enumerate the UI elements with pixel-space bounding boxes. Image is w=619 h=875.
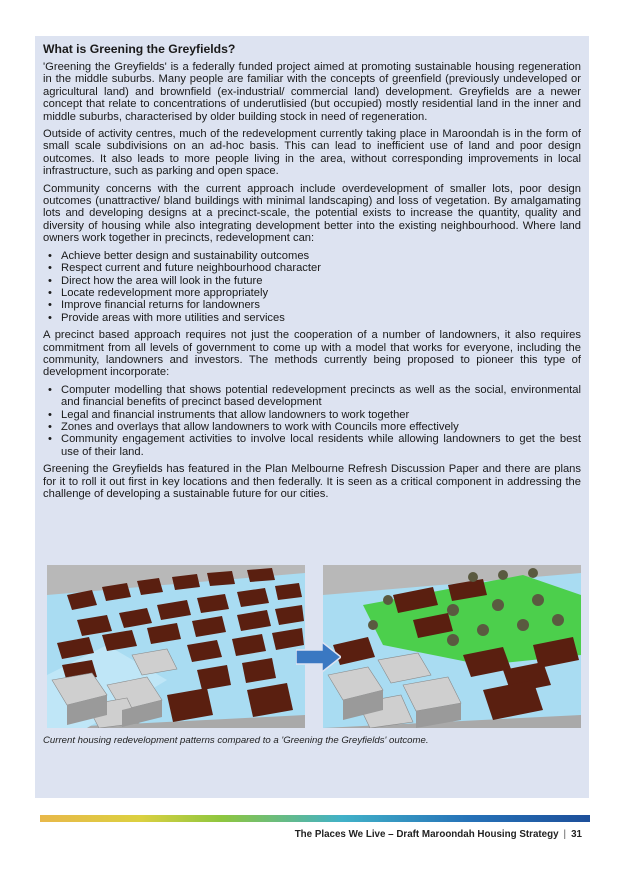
paragraph-activity-centres: Outside of activity centres, much of the redevelopment currently taking place in Maroondah is in the form of small scale subdivisions on an ad-hoc basis. This can lead to inefficient use of land and poor design outcomes. It also leads to more people living in the area, without corresponding improvements in local infrastructure, such as parking and open space. [43, 128, 581, 178]
footer-separator: | [563, 829, 567, 840]
list-item: • Zones and overlays that allow landowners to work with Councils more effectively [43, 421, 581, 433]
arrow-right-icon [296, 642, 341, 672]
list-item: • Direct how the area will look in the future [43, 275, 581, 287]
greening-outcome-image [323, 565, 581, 728]
list-item: • Respect current and future neighbourhood character [43, 262, 581, 274]
page-number: 31 [571, 829, 582, 840]
paragraph-intro: 'Greening the Greyfields' is a federally funded project aimed at promoting sustainable housing regeneration in the middle suburbs. Many people are familiar with the concepts of greenfield (previously undeveloped or agricultural land) and brownfield (ex-industrial/ commercial land) development. Greyfields are a newer concept that relate to concentrations of underutlisied (but occupied) mostly residential land in the inner and middle suburbs, characterised by older building stock in need of regeneration. [43, 61, 581, 123]
comparison-figure [47, 565, 582, 728]
list-item: • Community engagement activities to involve local residents while allowing landowners to get the best use of their land. [43, 433, 581, 458]
benefits-list [43, 250, 581, 324]
paragraph-precinct-approach: A precinct based approach requires not just the cooperation of a number of landowners, it also requires commitment from all levels of government to come up with a model that works for everyone, including the community, landowners and investors. The methods currently being proposed to pioneer this type of development incorporate: [43, 329, 581, 379]
list-item: • Computer modelling that shows potential redevelopment precincts as well as the social, environmental and financial benefits of precinct based development [43, 384, 581, 409]
list-item: • Achieve better design and sustainability outcomes [43, 250, 581, 262]
current-pattern-image [47, 565, 305, 728]
page-footer [295, 829, 582, 840]
list-item: • Legal and financial instruments that allow landowners to work together [43, 409, 581, 421]
paragraph-plan-melbourne: Greening the Greyfields has featured in the Plan Melbourne Refresh Discussion Paper and there are plans for it to roll it out first in key locations and then federally. It is seen as a critical component in addressing the challenge of developing a sustainable future for our cities. [43, 463, 581, 500]
list-item: • Provide areas with more utilities and services [43, 312, 581, 324]
paragraph-community-concerns: Community concerns with the current approach include overdevelopment of smaller lots, poor design outcomes (unattractive/ bland buildings with minimal landscaping) and loss of vegetation. By amalgamating lots and developing designs at a precinct-scale, the potential exists to increase the quantity, quality and diversity of housing while also integrating development better into the existing neighbourhood. Where land owners work together in precincts, redevelopment can: [43, 182, 581, 245]
article [43, 42, 581, 505]
methods-list [43, 384, 581, 458]
footer-color-bar [40, 815, 590, 822]
list-item: • Locate redevelopment more appropriately [43, 287, 581, 299]
figure-caption: Current housing redevelopment patterns compared to a 'Greening the Greyfields' outcome. [43, 735, 429, 746]
footer-title: The Places We Live – Draft Maroondah Housing Strategy [294, 829, 559, 840]
list-item: • Improve financial returns for landowners [43, 299, 581, 311]
section-heading: What is Greening the Greyfields? [43, 42, 236, 56]
